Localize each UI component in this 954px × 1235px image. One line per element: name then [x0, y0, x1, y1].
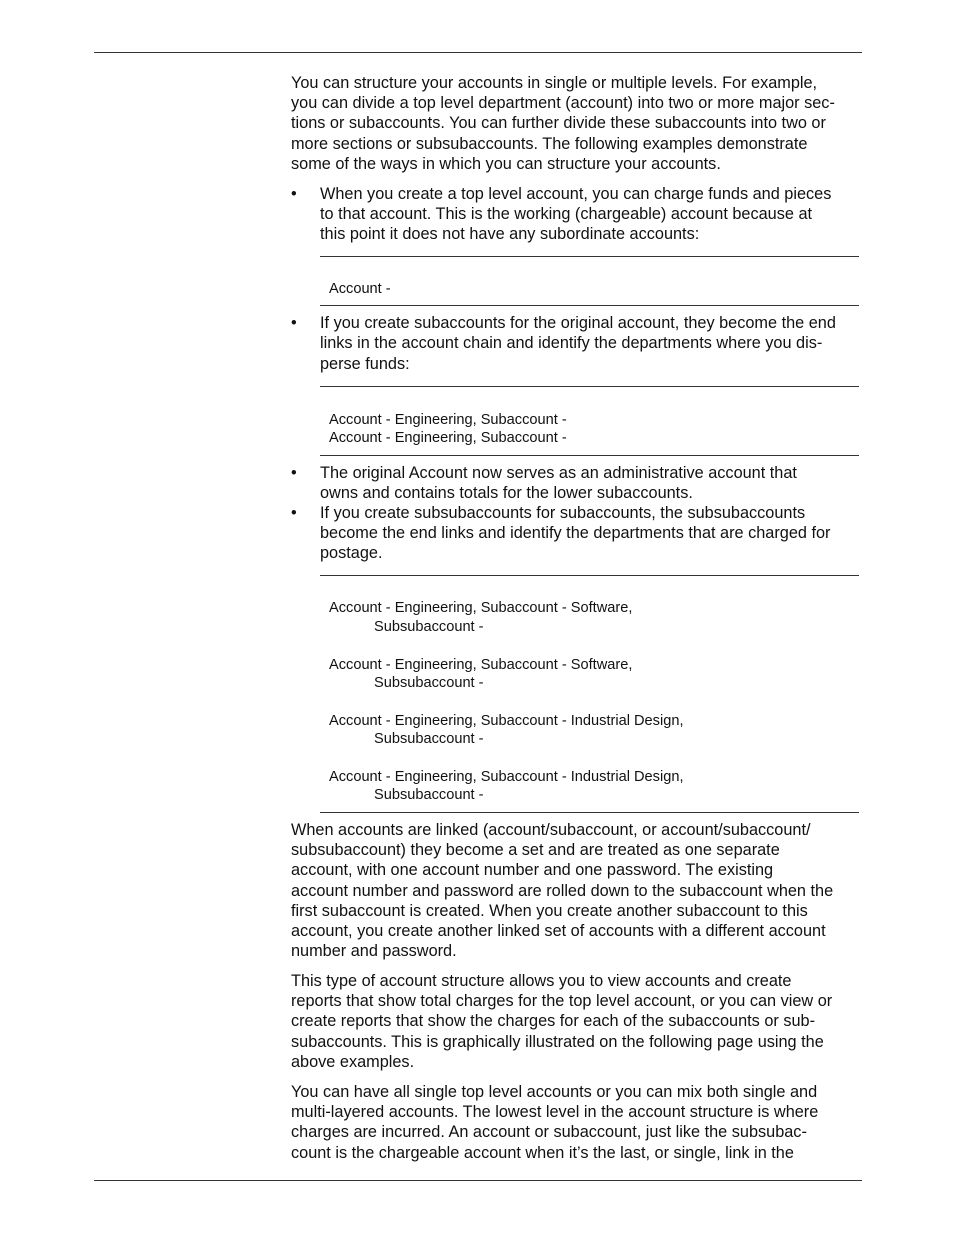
text-line: You can have all single top level accounts or you can mix both single and	[291, 1083, 818, 1101]
example-box	[320, 256, 859, 306]
text-line: owns and contains totals for the lower subaccounts.	[320, 484, 693, 503]
bullet-marker: •	[291, 504, 297, 522]
text-line: This type of account structure allows you to view accounts and create	[291, 972, 792, 990]
example-line: Account - Engineering, Subaccount - Industrial Design,	[329, 769, 684, 785]
bullet-marker: •	[291, 185, 297, 203]
example-line: Account - Engineering, Subaccount -	[329, 430, 567, 446]
text-line: create reports that show the charges for each of the subaccounts or sub-	[291, 1012, 816, 1031]
text-line: When you create a top level account, you can charge funds and pieces	[320, 185, 832, 203]
intro-paragraph	[291, 73, 861, 174]
text-line: multi-layered accounts. The lowest level in the account structure is where	[291, 1103, 819, 1122]
example-line: Account - Engineering, Subaccount - Software,	[329, 657, 633, 673]
text-line: to that account. This is the working (chargeable) account because at	[320, 205, 813, 224]
text-line: account, with one account number and one password. The existing	[291, 861, 774, 880]
text-line: number and password.	[291, 942, 457, 961]
text-line: you can divide a top level department (account) into two or more major sec-	[291, 94, 835, 113]
text-line: this point it does not have any subordinate accounts:	[320, 225, 700, 244]
text-line: postage.	[320, 544, 383, 563]
bullet-marker: •	[291, 464, 297, 482]
text-line: The original Account now serves as an administrative account that	[320, 464, 797, 482]
text-line: above examples.	[291, 1052, 415, 1071]
text-line: If you create subsubaccounts for subaccounts, the subsubaccounts	[320, 504, 806, 522]
bullet-marker: •	[291, 314, 297, 332]
text-line: subaccounts. This is graphically illustrated on the following page using the	[291, 1032, 824, 1051]
text-line: more sections or subsubaccounts. The following examples demonstrate	[291, 134, 808, 153]
text-line: You can structure your accounts in single or multiple levels. For example,	[291, 74, 818, 92]
text-line: become the end links and identify the departments that are charged for	[320, 524, 831, 543]
text-line: account, you create another linked set of accounts with a different account	[291, 922, 826, 941]
text-line: first subaccount is created. When you create another subaccount to this	[291, 901, 808, 920]
body-paragraph	[291, 971, 861, 1072]
example-box	[320, 575, 859, 813]
header-rule	[94, 52, 862, 53]
text-line: count is the chargeable account when it’s the last, or single, link in the	[291, 1143, 794, 1162]
body-paragraph	[291, 1082, 861, 1163]
example-box	[320, 386, 859, 456]
example-line: Subsubaccount -	[374, 787, 484, 803]
text-line: account number and password are rolled down to the subaccount when the	[291, 881, 834, 900]
text-line: tions or subaccounts. You can further divide these subaccounts into two or	[291, 114, 826, 133]
text-line: perse funds:	[320, 355, 410, 374]
example-line: Subsubaccount -	[374, 619, 484, 635]
example-line: Account -	[329, 281, 391, 297]
example-line: Account - Engineering, Subaccount - Software,	[329, 600, 633, 616]
text-line: When accounts are linked (account/subaccount, or account/subaccount/	[291, 821, 811, 839]
text-line: subsubaccount) they become a set and are treated as one separate	[291, 841, 780, 860]
body-paragraph	[291, 820, 861, 961]
text-line: reports that show total charges for the top level account, or you can view or	[291, 992, 833, 1011]
text-line: some of the ways in which you can structure your accounts.	[291, 154, 721, 173]
footer-rule	[94, 1180, 862, 1181]
example-line: Subsubaccount -	[374, 731, 484, 747]
example-line: Account - Engineering, Subaccount -	[329, 412, 567, 428]
text-line: charges are incurred. An account or subaccount, just like the subsubac-	[291, 1123, 807, 1142]
example-line: Subsubaccount -	[374, 675, 484, 691]
text-line: If you create subaccounts for the original account, they become the end	[320, 314, 836, 332]
text-line: links in the account chain and identify the departments where you dis-	[320, 334, 823, 353]
example-line: Account - Engineering, Subaccount - Industrial Design,	[329, 713, 684, 729]
